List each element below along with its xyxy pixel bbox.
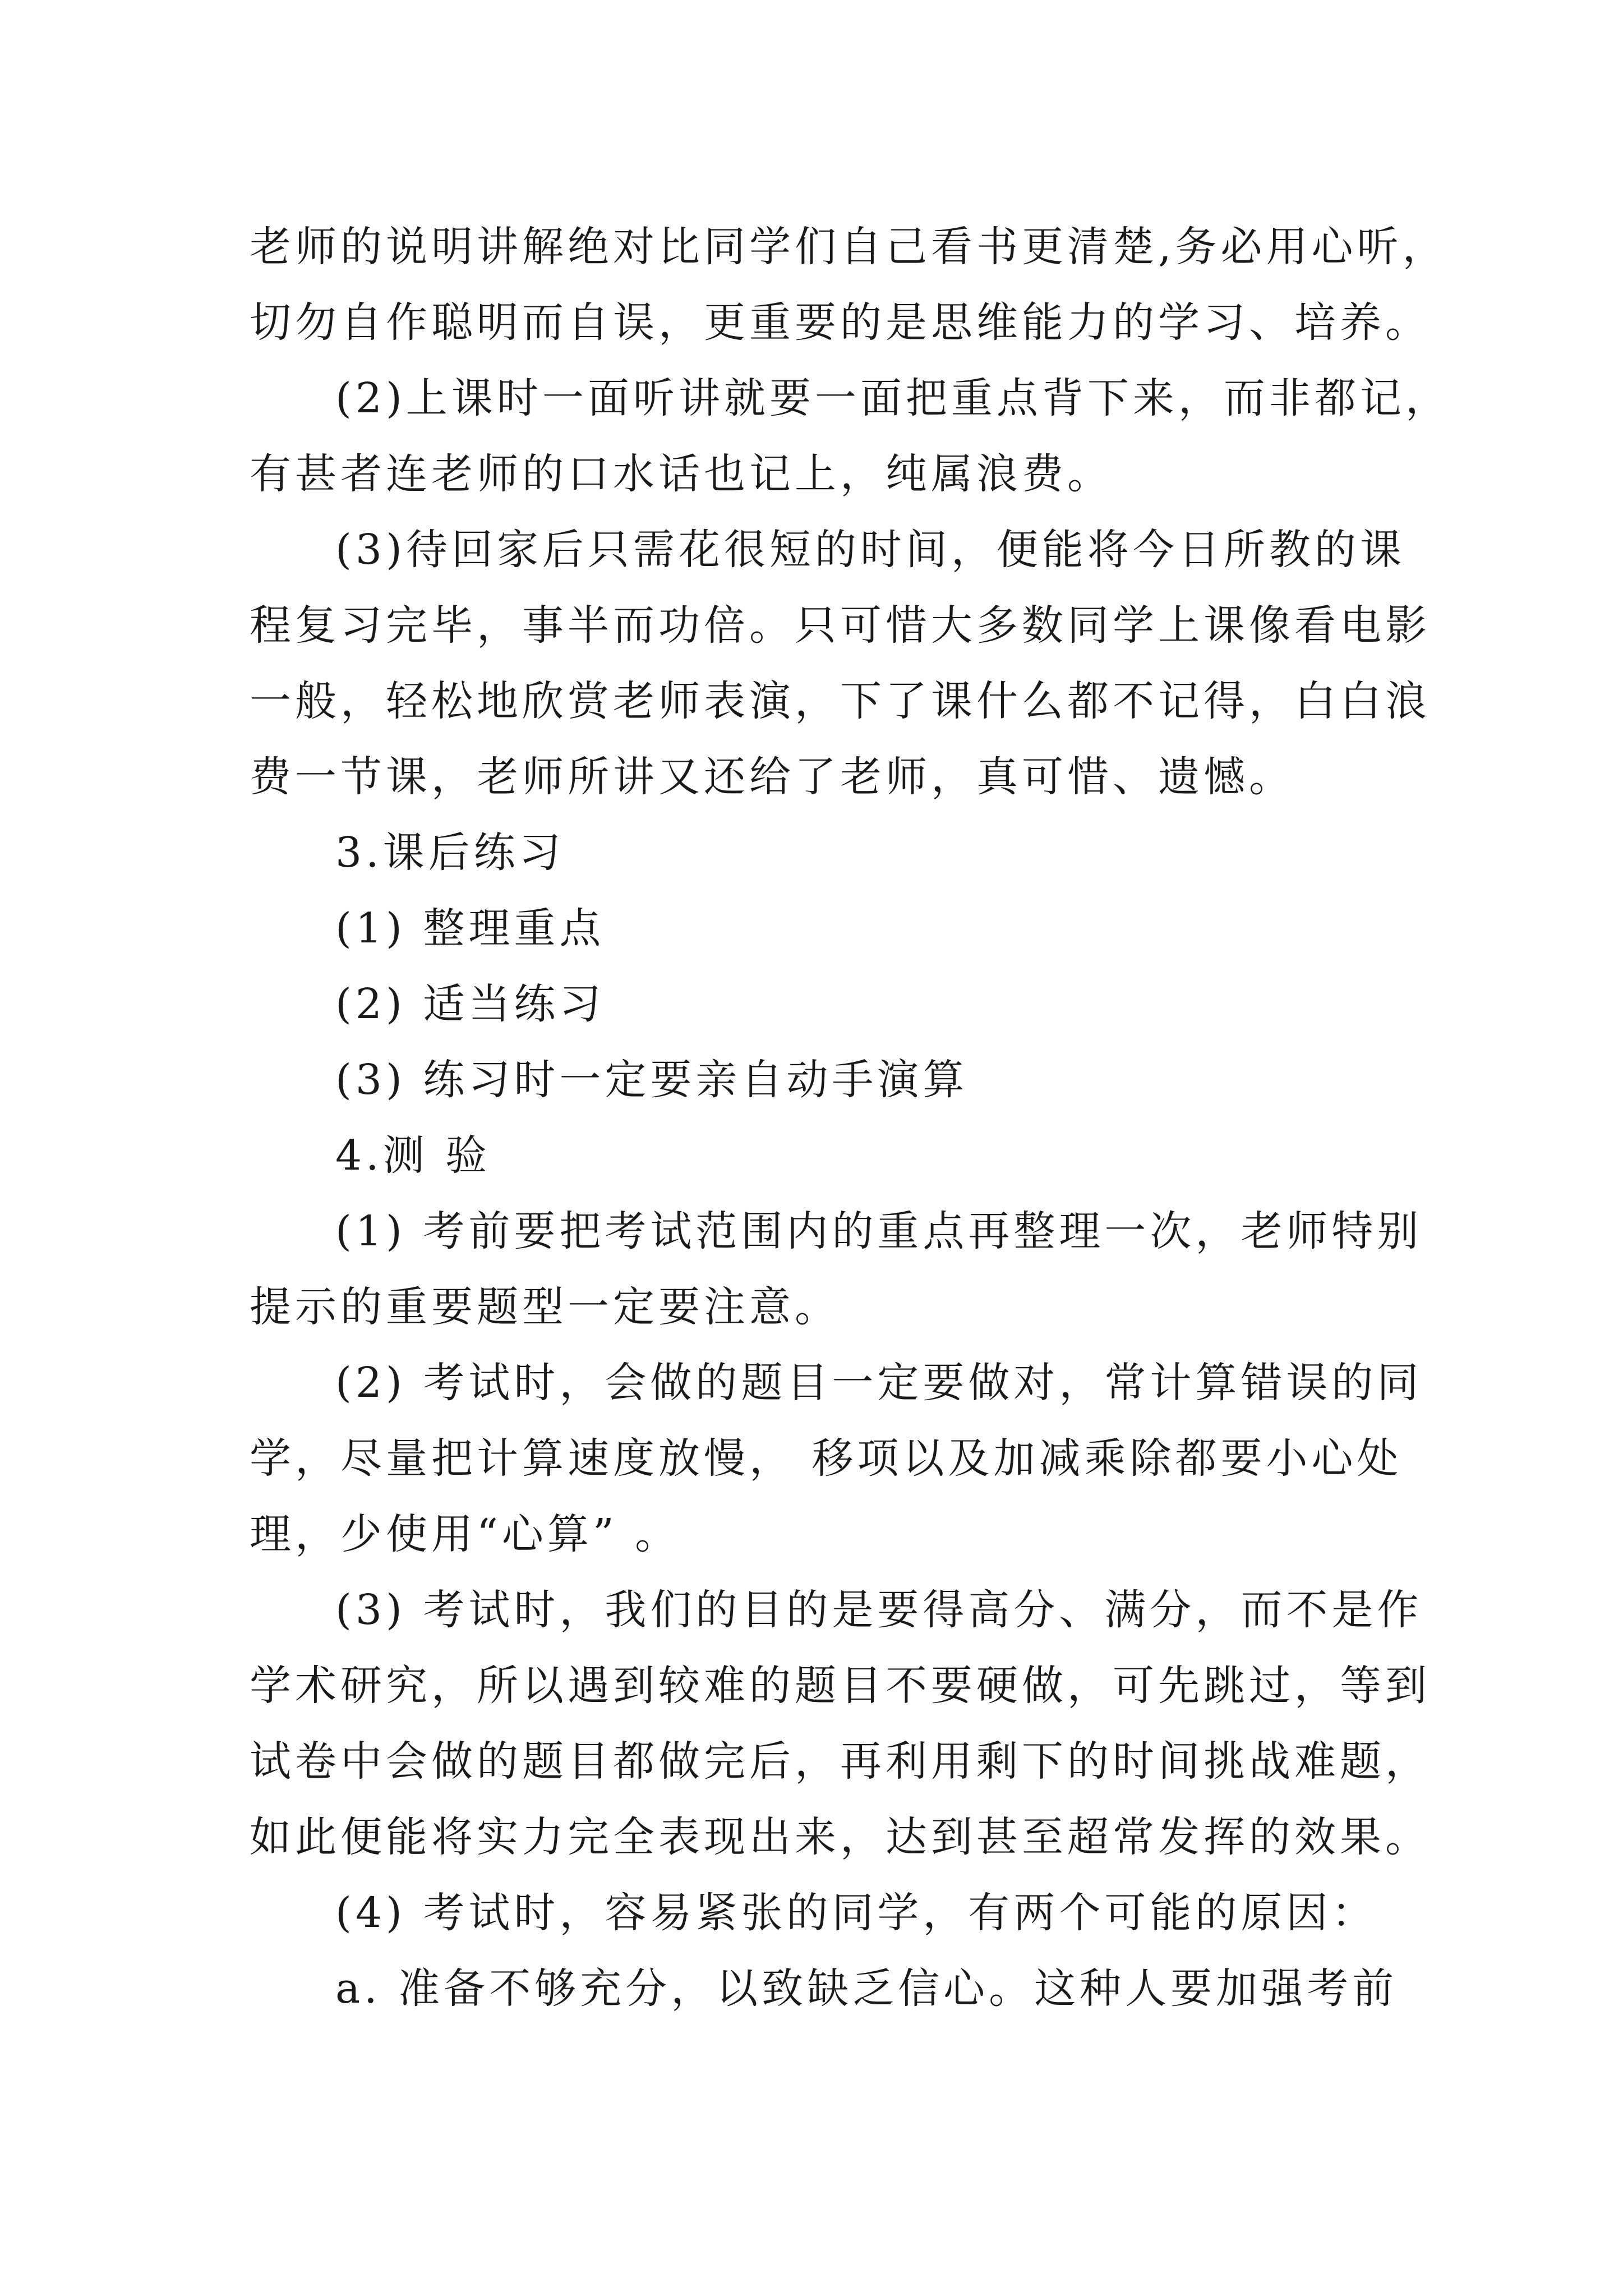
section-heading: 4.测 验	[335, 1131, 491, 1180]
text-line: 一般，轻松地欣赏老师表演，下了课什么都不记得，白白浪	[250, 677, 1431, 725]
text-line: 理，少使用“心算” 。	[250, 1510, 681, 1558]
section-heading: 3.课后练习	[335, 829, 565, 877]
text-line: (1) 考前要把考试范围内的重点再整理一次，老师特别	[335, 1207, 1423, 1255]
text-line: (2) 考试时，会做的题目一定要做对，常计算错误的同	[335, 1359, 1423, 1407]
text-line: 试卷中会做的题目都做完后，再利用剩下的时间挑战难题，	[250, 1737, 1431, 1786]
text-line: 切勿自作聪明而自误，更重要的是思维能力的学习、培养。	[250, 298, 1431, 347]
text-line: 学，尽量把计算速度放慢， 移项以及加减乘除都要小心处	[250, 1434, 1403, 1483]
text-line: (2)上课时一面听讲就要一面把重点背下来，而非都记，	[335, 374, 1451, 422]
list-item: (2) 适当练习	[335, 980, 605, 1028]
text-line: (3)待回家后只需花很短的时间，便能将今日所教的课	[335, 526, 1405, 574]
text-line: 如此便能将实力完全表现出来，达到甚至超常发挥的效果。	[250, 1813, 1431, 1861]
text-line: 老师的说明讲解绝对比同学们自己看书更清楚,务必用心听，	[250, 223, 1448, 271]
text-line: a. 准备不够充分，以致缺乏信心。这种人要加强考前	[335, 1964, 1398, 2013]
text-line: 学术研究，所以遇到较难的题目不要硬做，可先跳过，等到	[250, 1662, 1431, 1710]
text-line: 有甚者连老师的口水话也记上，纯属浪费。	[250, 450, 1113, 498]
text-line: 提示的重要题型一定要注意。	[250, 1283, 840, 1331]
text-line: 程复习完毕，事半而功倍。只可惜大多数同学上课像看电影	[250, 601, 1431, 650]
list-item: (3) 练习时一定要亲自动手演算	[335, 1056, 969, 1104]
text-line: 费一节课，老师所讲又还给了老师，真可惜、遗憾。	[250, 753, 1294, 801]
text-line: (3) 考试时，我们的目的是要得高分、满分，而不是作	[335, 1586, 1423, 1634]
text-line: (4) 考试时，容易紧张的同学，有两个可能的原因：	[335, 1889, 1377, 1937]
list-item: (1) 整理重点	[335, 904, 605, 953]
